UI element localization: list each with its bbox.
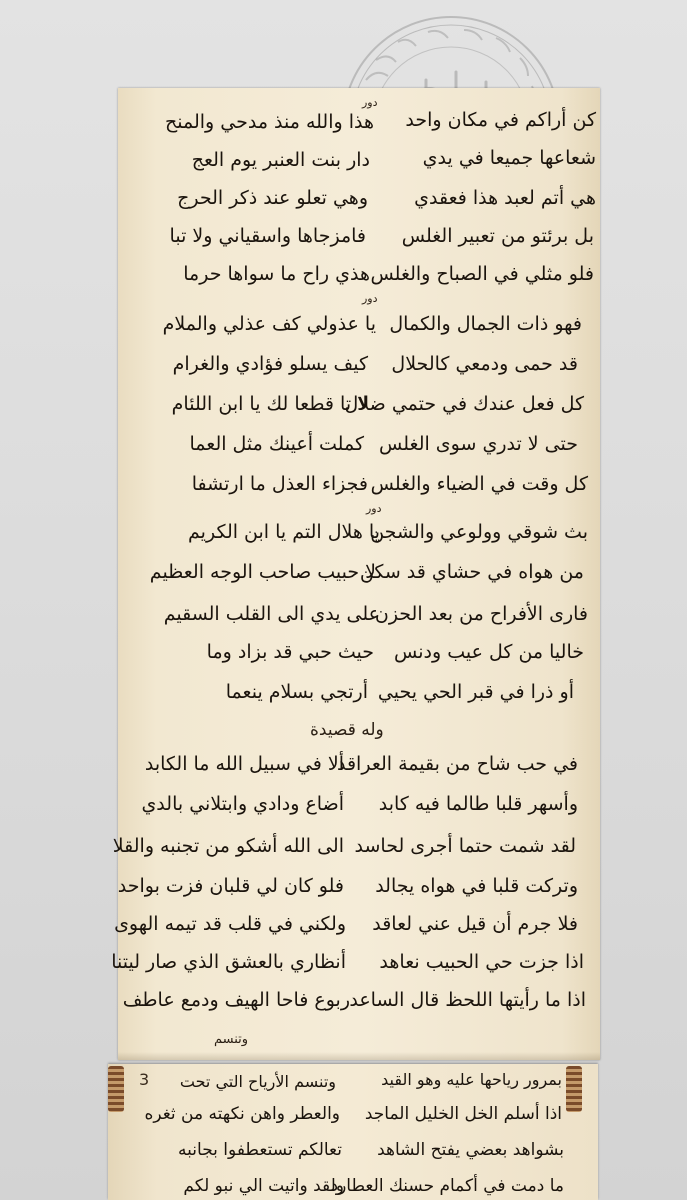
verse-right-hemistich: كملت أعينك مثل العما <box>189 433 364 455</box>
verse-left-hemistich: من هواه في حشاي قد سكن <box>359 561 584 583</box>
verse-left-hemistich: ما دمت في أكمام حسنك العطارد <box>330 1176 564 1196</box>
verse-right-hemistich: هذي راح ما سواها حرما <box>183 263 370 285</box>
verse-right-hemistich: دار بنت العنبر يوم العج <box>191 149 370 171</box>
verse-right-hemistich: أنظاري بالعشق الذي صار ليتنا <box>111 951 346 973</box>
verse-left-hemistich: كن أراكم في مكان واحد <box>405 109 596 131</box>
verse-left-hemistich: لقد شمت حتما أجرى لحاسد <box>354 835 576 857</box>
verse-right-hemistich: حيث حبي قد بزاد وما <box>206 641 374 663</box>
verse-left-hemistich: وتركت قلبا في هواه يجالد <box>375 875 578 897</box>
verse-right-hemistich: فجزاء العذل ما ارتشفا <box>191 473 368 495</box>
verse-left-hemistich: كل وقت في الضياء والغلس <box>370 473 588 495</box>
verse-left-hemistich: بشواهد بعضي يفتح الشاهد <box>377 1140 564 1160</box>
verse-left-hemistich: اذا ما رأيتها اللحظ قال الساعد <box>349 989 586 1011</box>
verse-right-hemistich: يا هلال التم يا ابن الكريم <box>188 521 380 543</box>
binding-thread <box>566 1066 582 1112</box>
verse-left-hemistich: قد حمى ودمعي كالحلال <box>391 353 578 375</box>
verse-right-hemistich: على يدي الى القلب السقيم <box>163 603 380 625</box>
verse-right-hemistich: ولقد واتيت الي نبو لكم <box>183 1176 344 1196</box>
verse-left-hemistich: بمرور رياحها عليه وهو القيد <box>381 1070 562 1089</box>
page-number: 3 <box>139 1070 150 1089</box>
verse-left-hemistich: حتى لا تدري سوى الغلس <box>379 433 578 455</box>
stanza-marker: دور <box>362 292 378 305</box>
verse-right-hemistich: هذا والله منذ مدحي والمنح <box>165 111 374 133</box>
verse-right-hemistich: أرتجي بسلام ينعما <box>225 681 368 703</box>
verse-left-hemistich: وأسهر قلبا طالما فيه كابد <box>378 793 578 815</box>
verse-right-hemistich: الى الله أشكو من تجنبه والقلا <box>112 835 344 857</box>
manuscript-page <box>111 88 600 1060</box>
verse-right-hemistich: ربوع فاحا الهيف ودمع عاطف <box>122 989 350 1011</box>
verse-right-hemistich: ولكني في قلب قد تيمه الهوى <box>114 913 346 935</box>
verse-left-hemistich: فارى الأفراح من بعد الحزن <box>374 603 588 625</box>
catchword: وتنسم <box>214 1032 249 1047</box>
verse-right-hemistich: تعالكم تستعطفوا بجانبه <box>178 1140 342 1160</box>
verse-left-hemistich: فلا جرم أن قيل عني لعاقد <box>372 913 578 935</box>
verse-left-hemistich: هي أتم لعبد هذا فعقدي <box>414 187 596 209</box>
verse-left-hemistich: خاليا من كل عيب ودنس <box>394 641 584 663</box>
stanza-marker: دور <box>366 502 382 515</box>
verse-right-hemistich: وتنسم الأرياح التي تحت <box>179 1072 336 1091</box>
verse-right-hemistich: والعطر واهن نكهته من ثغره <box>144 1104 340 1124</box>
verse-right-hemistich: كيف يسلو فؤادي والغرام <box>172 353 368 375</box>
verse-left-hemistich: في حب شاح من بقيمة العراقد <box>337 753 578 775</box>
verse-right-hemistich: لا تا قطعا لك يا ابن اللئام <box>171 393 368 415</box>
verse-left-hemistich: شعاعها جميعا في يدي <box>422 147 596 169</box>
verse-right-hemistich: أضاع ودادي وابتلاني بالدي <box>141 793 344 815</box>
verse-left-hemistich: فلو مثلي في الصباح والغلس <box>370 263 594 285</box>
verse-right-hemistich: يا عذولي كف عذلي والملام <box>162 313 376 335</box>
binding-thread <box>108 1066 124 1112</box>
verse-left-hemistich: اذا جزت حي الحبيب نعاهد <box>379 951 584 973</box>
verse-left-hemistich: فهو ذات الجمال والكمال <box>389 313 582 335</box>
verse-right-hemistich: ألا في سبيل الله ما الكابد <box>144 753 344 775</box>
verse-left-hemistich: أو ذرا في قبر الحي يحيي <box>377 681 574 703</box>
stanza-marker: دور <box>362 96 378 109</box>
verse-right-hemistich: فامزجاها واسقياني ولا تبا <box>169 225 366 247</box>
verse-right-hemistich: لا حبيب صاحب الوجه العظيم <box>149 561 376 583</box>
next-manuscript-page <box>108 1064 598 1200</box>
verse-left-hemistich: كل فعل عندك في حتمي ضلال <box>344 393 584 415</box>
verse-left-hemistich: بث شوقي وولوعي والشجن <box>370 521 588 543</box>
verse-right-hemistich: وهي تعلو عند ذكر الحرج <box>177 187 368 209</box>
verse-right-hemistich: فلو كان لي قلبان فزت بواحد <box>117 875 344 897</box>
verse-left-hemistich: اذا أسلم الخل الخليل الماجد <box>364 1104 562 1124</box>
section-heading: وله قصيدة <box>310 720 384 740</box>
verse-left-hemistich: بل برئتو من تعبير الغلس <box>401 225 594 247</box>
